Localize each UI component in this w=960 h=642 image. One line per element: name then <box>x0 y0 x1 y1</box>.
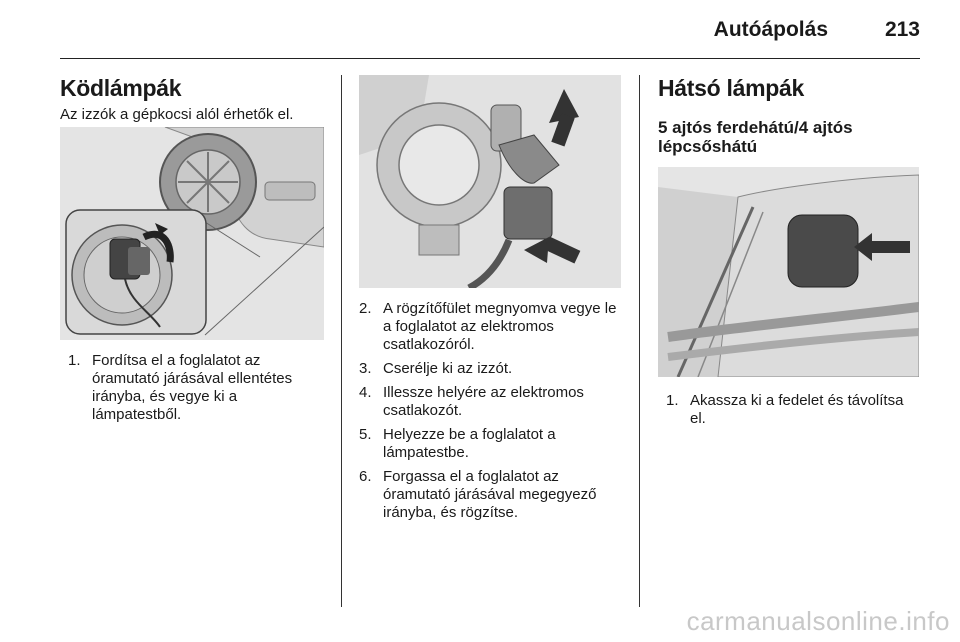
column-rear-lamps <box>658 75 920 156</box>
fog-lamps-intro: Az izzók a gépkocsi alól érhetők el. <box>60 106 294 123</box>
list-item <box>359 384 624 420</box>
bulb-socket-illustration <box>359 75 621 288</box>
bulb-change-steps <box>359 300 624 528</box>
step-number: 5. <box>359 426 372 443</box>
list-item <box>666 392 920 428</box>
step-text: Forgassa el a foglalatot az óramutató járásával megegyező irányba, és rögzítse. <box>383 468 597 521</box>
column-divider <box>341 75 342 607</box>
list-item <box>68 352 325 424</box>
list-item <box>359 300 624 354</box>
rear-lamps-heading: Hátsó lámpák <box>658 75 804 101</box>
page-header <box>60 14 920 54</box>
column-divider <box>639 75 640 607</box>
step-number: 1. <box>68 352 81 369</box>
column-fog-lamps <box>60 75 325 123</box>
rear-lamps-subheading: 5 ajtós ferdehátú/4 ajtós lépcsőshátú <box>658 118 853 156</box>
page-number: 213 <box>884 18 920 41</box>
list-item <box>359 468 624 522</box>
step-number: 3. <box>359 360 372 377</box>
rear-lamp-illustration <box>658 167 919 377</box>
fog-lamps-heading: Ködlámpák <box>60 75 182 101</box>
step-text: Fordítsa el a foglalatot az óramutató járásával ellentétes irányba, és vegye ki a lámpatestből. <box>92 352 293 423</box>
section-title: Autóápolás <box>713 18 828 41</box>
step-number: 4. <box>359 384 372 401</box>
watermark-text: carmanualsonline.info <box>686 606 950 636</box>
step-text: Cserélje ki az izzót. <box>383 360 513 377</box>
rear-lamps-steps <box>658 392 920 434</box>
fog-lamp-illustration <box>60 127 324 340</box>
step-text: Akassza ki a fedelet és távolítsa el. <box>690 392 904 427</box>
list-item <box>359 360 624 378</box>
step-number: 1. <box>666 392 679 409</box>
fog-lamps-steps <box>60 352 325 430</box>
step-text: Illessze helyére az elektromos csatlakozót. <box>383 384 584 419</box>
step-text: Helyezze be a foglalatot a lámpatestbe. <box>383 426 556 461</box>
step-number: 6. <box>359 468 372 485</box>
step-text: A rögzítőfület megnyomva vegye le a foglalatot az elektromos csatlakozóról. <box>383 300 617 353</box>
list-item <box>359 426 624 462</box>
header-rule <box>60 58 920 59</box>
step-number: 2. <box>359 300 372 317</box>
